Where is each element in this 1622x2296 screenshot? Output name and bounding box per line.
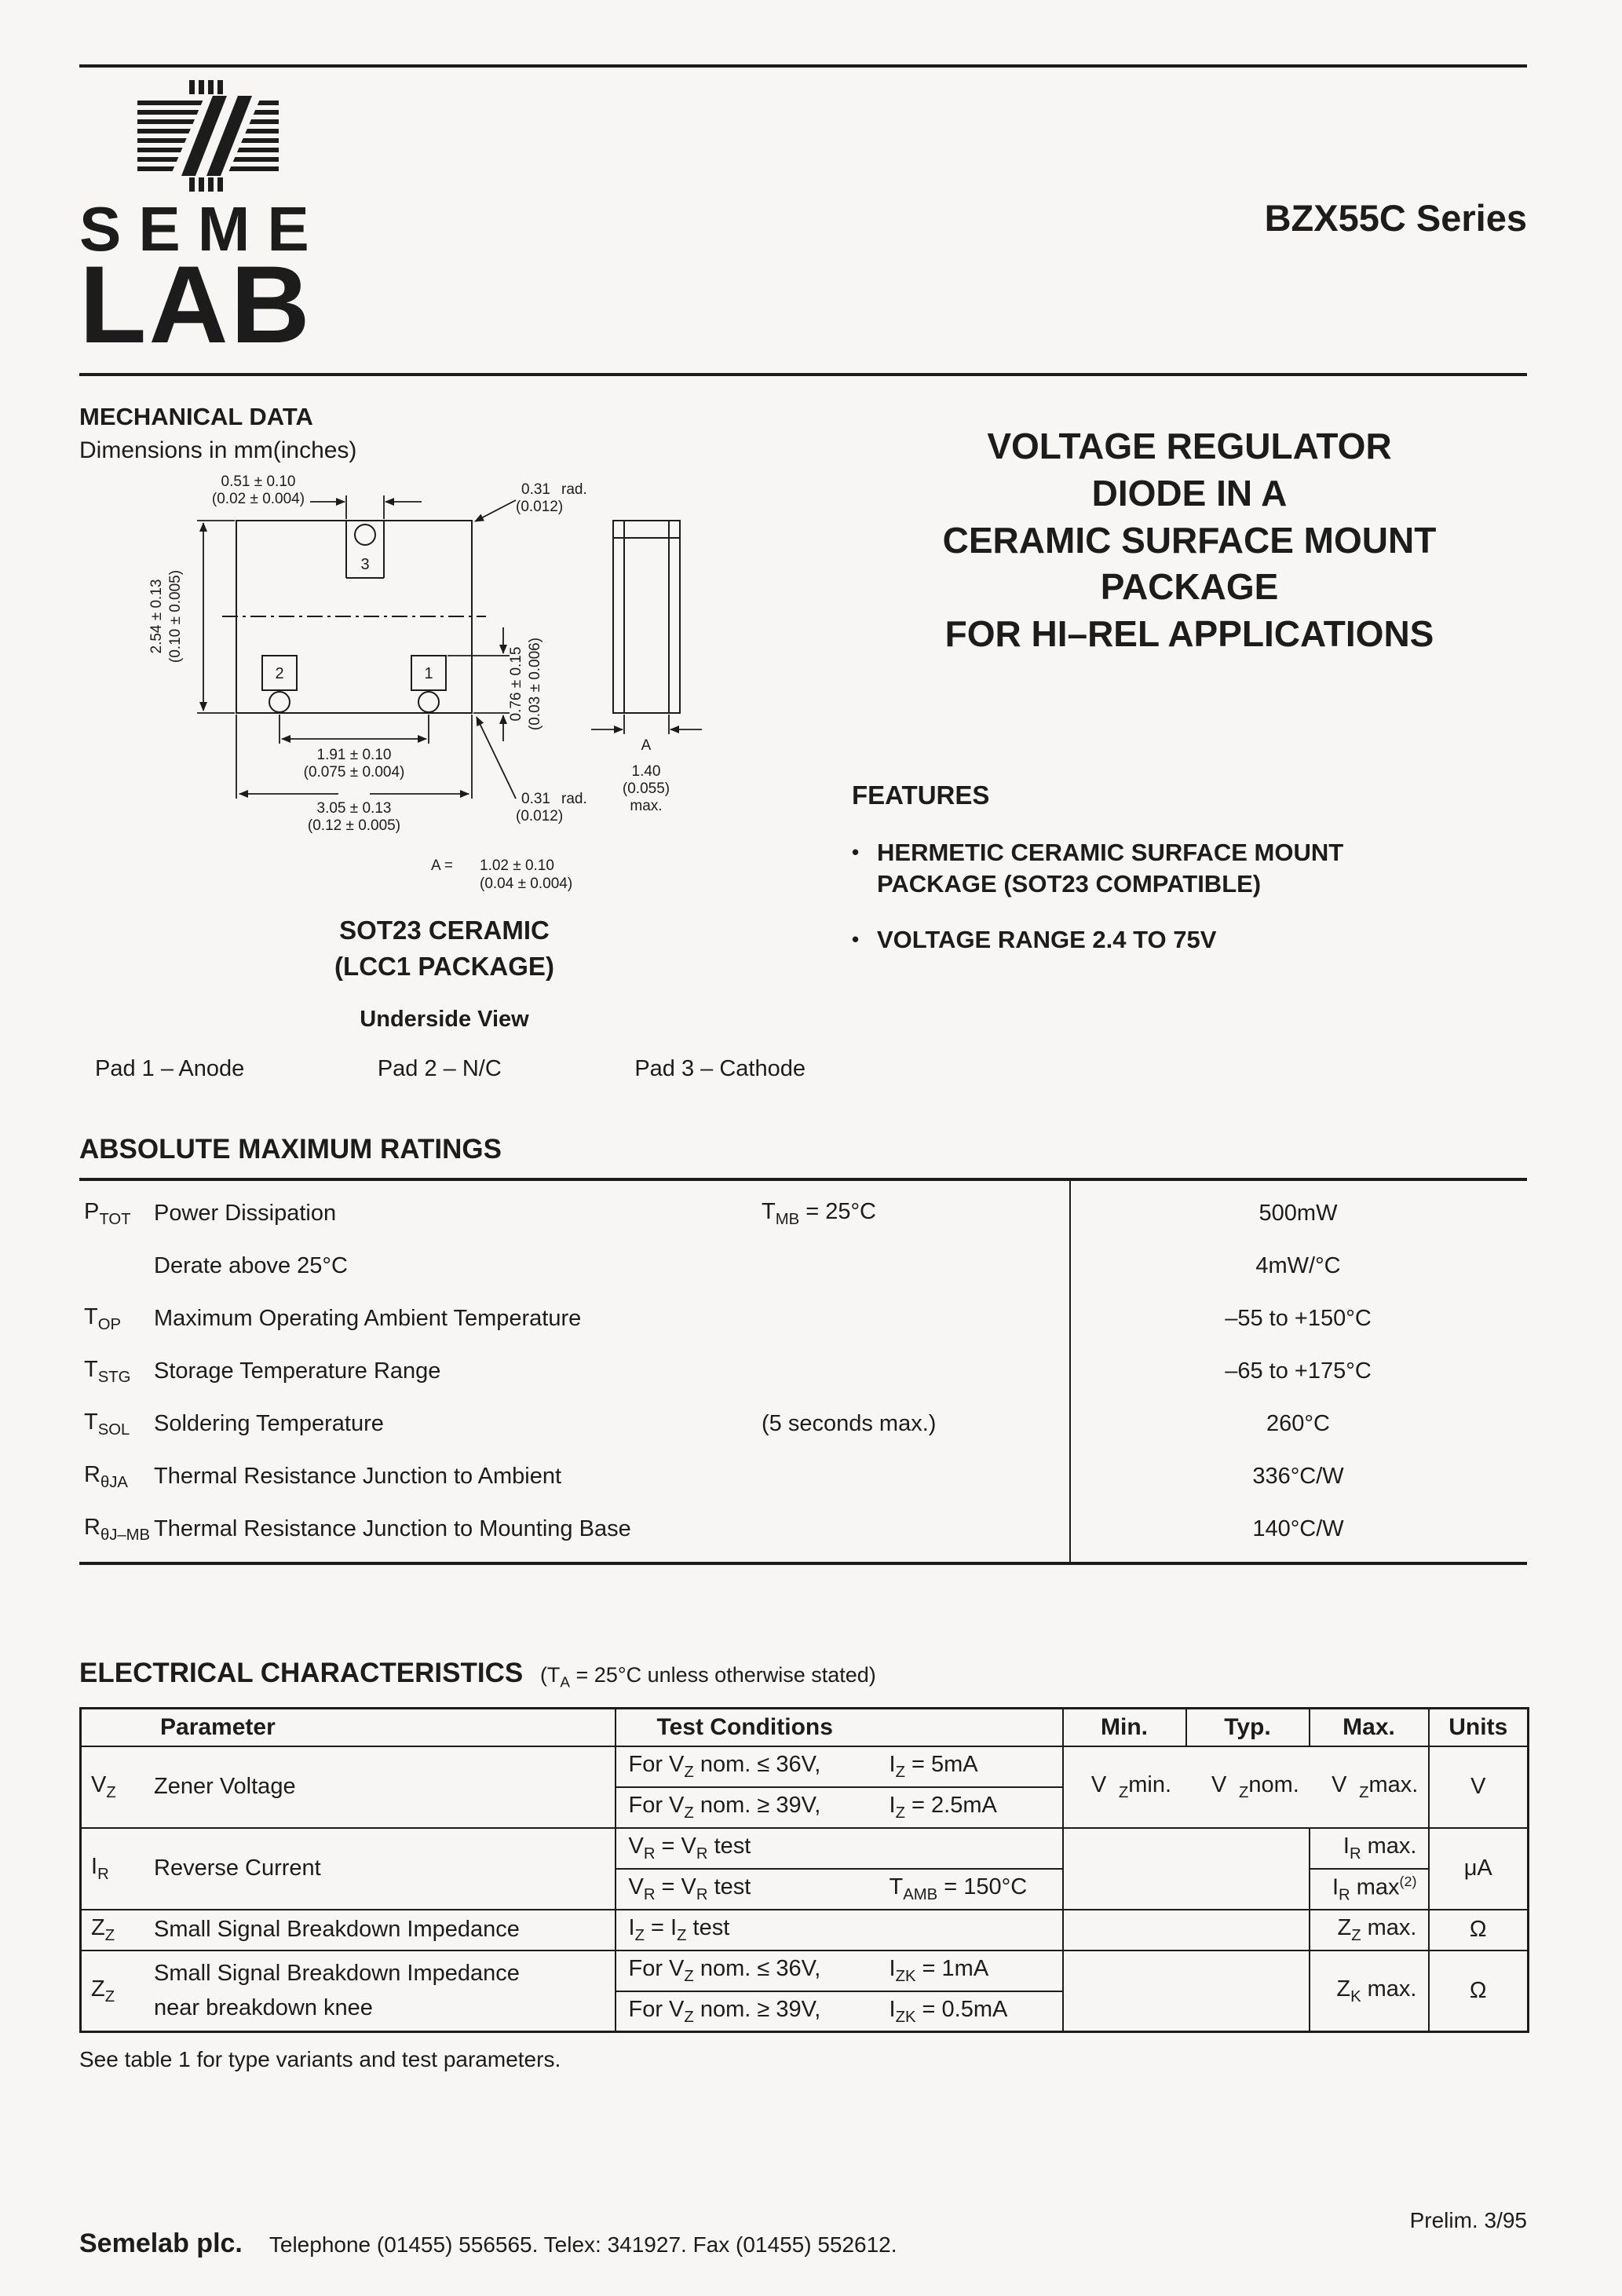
abs-max-symbol: $P_{TOT}$ (84, 1198, 131, 1228)
abs-max-symbol: $R_{\theta JA}$ (84, 1461, 128, 1491)
abs-max-value: 140°C/W (1252, 1516, 1344, 1541)
pad-2-label: Pad 2 – N/C (377, 1056, 502, 1081)
units-cell: Ω (1429, 1951, 1529, 2032)
semelab-logo-icon (137, 80, 279, 193)
bullet-icon: • (852, 927, 860, 952)
table-row (81, 1951, 1529, 1991)
abs-max-description: Soldering Temperature (154, 1411, 384, 1436)
max-value-cell: $Z_K$ max. (1310, 1951, 1429, 2032)
dim-top-rad-mm: 0.31 (521, 481, 550, 498)
table-row (79, 1503, 1527, 1556)
upper-section (79, 403, 1527, 1082)
units-cell: μA (1429, 1828, 1529, 1910)
empty-cell (1063, 1828, 1310, 1910)
dim-a-prefix: A = (431, 857, 453, 874)
document-title (852, 423, 1527, 658)
dim-slot-width-mm: 0.51 ± 0.10 (221, 473, 296, 490)
dim-thickness-in: (0.055) (622, 781, 670, 797)
electrical-characteristics-table (79, 1707, 1529, 2033)
column-header-typ: Typ. (1186, 1709, 1310, 1746)
test-condition-cell (616, 1746, 1063, 1787)
abs-max-description: Derate above 25°C (154, 1253, 348, 1278)
abs-max-description: Thermal Resistance Junction to Mounting Base (154, 1516, 631, 1541)
parameter-symbol: $V_Z$ (91, 1771, 116, 1801)
table-row (81, 1746, 1529, 1787)
header-rule (79, 373, 1527, 376)
pad-3-label: Pad 3 – Cathode (634, 1056, 806, 1081)
mechanical-data-column (79, 403, 852, 1082)
masthead (79, 68, 1527, 373)
min-value: V $_Z$min. (1090, 1771, 1172, 1801)
test-condition-cell (616, 1869, 1063, 1910)
table-row (79, 1450, 1527, 1503)
feature-text: VOLTAGE RANGE 2.4 TO 75V (877, 926, 1217, 954)
condition-text: $V_R = V_R$ test (628, 1874, 751, 1903)
abs-max-description: Thermal Resistance Junction to Ambient (154, 1464, 562, 1489)
view-label: Underside View (360, 1007, 529, 1032)
title-line: FOR HI–REL APPLICATIONS (944, 613, 1434, 655)
dim-pad-depth-in: (0.03 ± 0.006) (527, 637, 543, 731)
feature-list (852, 837, 1354, 956)
dim-pad-pitch-mm: 1.91 ± 0.10 (316, 747, 392, 763)
condition-text: For $V_Z$ nom. ≥ 39V, (628, 1792, 821, 1822)
abs-max-value: 500mW (1259, 1201, 1338, 1226)
table-row (79, 1292, 1527, 1345)
table-row (81, 1910, 1529, 1951)
pad-1-label: Pad 1 – Anode (95, 1056, 245, 1081)
column-header-test-conditions: Test Conditions (616, 1709, 1063, 1746)
absolute-maximum-ratings-section (79, 1134, 1527, 1565)
parameter-symbol: $Z_Z$ (91, 1914, 115, 1944)
pad-2-number: 2 (275, 665, 284, 682)
feature-item (852, 837, 1354, 899)
condition-text: $T_{AMB} = 150^\circ C$ (889, 1874, 1028, 1903)
dim-body-width-in: (0.12 ± 0.005) (307, 817, 401, 834)
typ-value: V $_Z$nom. (1211, 1771, 1299, 1801)
electrical-characteristics-section (79, 1658, 1527, 2072)
pad-1-hole (418, 692, 439, 712)
revision-label: Prelim. 3/95 (1409, 2208, 1527, 2232)
elec-heading (79, 1658, 1527, 1691)
side-view (591, 521, 702, 734)
elec-heading-text: ELECTRICAL CHARACTERISTICS (79, 1658, 524, 1688)
pad-1-number: 1 (424, 665, 433, 682)
title-line: VOLTAGE REGULATOR (987, 426, 1392, 466)
dim-a-in: (0.04 ± 0.004) (480, 876, 573, 892)
abs-max-value: 4mW/°C (1255, 1253, 1341, 1278)
condition-text: $I_Z = I_Z$ test (628, 1914, 730, 1944)
dim-body-width-mm: 3.05 ± 0.13 (316, 800, 392, 817)
units-cell: Ω (1429, 1910, 1529, 1951)
logo-text-lab: LAB (79, 243, 312, 366)
dim-top-rad-in: (0.012) (516, 499, 564, 515)
max-value-cell: $I_R$ max. (1310, 1828, 1429, 1869)
pad-3-number: 3 (360, 556, 370, 573)
footer (79, 2228, 897, 2259)
abs-max-symbol: $T_{SOL}$ (84, 1409, 130, 1439)
side-view-outline (613, 521, 680, 713)
condition-text: $I_Z = 2.5mA$ (889, 1792, 997, 1822)
dim-a-mm: 1.02 ± 0.10 (480, 857, 554, 874)
dim-bottom-rad-in: (0.012) (516, 808, 564, 824)
parameter-name (154, 1957, 520, 2025)
dim-top-rad-suffix: rad. (561, 481, 587, 498)
empty-cell (1063, 1951, 1310, 2032)
abs-max-value: –55 to +150°C (1225, 1306, 1372, 1331)
test-condition-cell (616, 1787, 1063, 1828)
table-row (81, 1828, 1529, 1869)
abs-max-value: –65 to +175°C (1225, 1358, 1372, 1384)
units-cell: V (1429, 1746, 1529, 1828)
parameter-name-line: near breakdown knee (154, 1994, 373, 2020)
underside-view (222, 521, 486, 713)
parameter-name: Zener Voltage (154, 1774, 296, 1800)
table-divider (1069, 1181, 1071, 1562)
abs-max-symbol: $R_{\theta J-MB}$ (84, 1514, 151, 1544)
abs-max-symbol: $T_{OP}$ (84, 1303, 122, 1333)
pad-3-hole (355, 525, 375, 545)
title-line: CERAMIC SURFACE MOUNT (942, 519, 1437, 561)
parameter-cell (81, 1910, 616, 1951)
title-line: PACKAGE (1100, 566, 1279, 608)
elec-heading-condition: ($T_A = 25^\circ C$ unless otherwise stated) (539, 1663, 876, 1691)
abs-max-description: Storage Temperature Range (154, 1358, 441, 1384)
package-name: SOT23 CERAMIC (339, 916, 550, 945)
feature-text: HERMETIC CERAMIC SURFACE MOUNT PACKAGE (SOT23 COMPATIBLE) (877, 838, 1344, 898)
column-header-parameter: Parameter (81, 1709, 616, 1746)
contact-info: Telephone (01455) 556565. Telex: 341927. Fax (01455) 552612. (269, 2232, 897, 2257)
feature-item (852, 924, 1354, 956)
parameter-cell (81, 1746, 616, 1828)
logo-text-seme: SEME (79, 194, 327, 264)
series-title: BZX55C Series (1264, 197, 1527, 239)
dim-pad-pitch-in: (0.075 ± 0.004) (303, 764, 405, 781)
features-section (852, 781, 1527, 956)
condition-text: For $V_Z$ nom. ≤ 36V, (628, 1751, 821, 1781)
parameter-symbol: $I_R$ (91, 1853, 109, 1883)
abs-max-table (79, 1178, 1527, 1565)
dim-thickness-suffix: max. (630, 798, 663, 814)
test-condition-cell (616, 1910, 1063, 1951)
abs-max-value: 260°C (1266, 1411, 1330, 1436)
pad-2-hole (269, 692, 290, 712)
max-value: V $_Z$max. (1332, 1771, 1419, 1801)
abs-max-condition: $T_{MB} = 25^\circ C$ (762, 1198, 876, 1228)
dimension-labels (148, 473, 670, 892)
mechanical-data-heading: MECHANICAL DATA (79, 403, 313, 430)
table-header-row (81, 1709, 1529, 1746)
dim-pad-depth-mm: 0.76 ± 0.15 (508, 646, 524, 722)
parameter-cell (81, 1828, 616, 1910)
dim-a-label: A (641, 737, 652, 754)
mechanical-drawing (79, 473, 809, 893)
dim-bottom-rad-suffix: rad. (561, 791, 587, 807)
package-caption (79, 916, 809, 1033)
abs-max-description: Maximum Operating Ambient Temperature (154, 1306, 582, 1331)
pad-assignment-row (95, 1056, 806, 1082)
column-header-min: Min. (1063, 1709, 1186, 1746)
test-condition-cell (616, 1951, 1063, 1991)
max-value-cell: $I_R$ $\max^{(2)}$ (1310, 1869, 1429, 1910)
test-condition-cell (616, 1828, 1063, 1869)
table-row (79, 1398, 1527, 1450)
company-name: Semelab plc. (79, 2228, 243, 2258)
parameter-name: Reverse Current (154, 1855, 321, 1881)
condition-text: $I_{ZK} = 0.5mA$ (889, 1996, 1008, 2026)
condition-text: $V_R = V_R$ test (628, 1833, 751, 1863)
title-line: DIODE IN A (1091, 472, 1288, 514)
abs-max-description: Power Dissipation (154, 1201, 337, 1226)
column-header-max: Max. (1310, 1709, 1429, 1746)
dimensions-note: Dimensions in mm(inches) (79, 437, 357, 463)
condition-text: $I_{ZK} = 1mA$ (889, 1955, 989, 1985)
abs-max-condition: (5 seconds max.) (762, 1411, 937, 1436)
test-condition-cell (616, 1991, 1063, 2032)
semelab-logo (79, 80, 327, 366)
features-heading: FEATURES (852, 780, 990, 810)
table-row (79, 1187, 1527, 1240)
dim-thickness-mm: 1.40 (631, 763, 661, 780)
table-row (79, 1240, 1527, 1292)
min-typ-max-cell (1063, 1746, 1429, 1828)
max-value-cell: $Z_Z$ max. (1310, 1910, 1429, 1951)
parameter-name: Small Signal Breakdown Impedance (154, 1917, 520, 1943)
empty-cell (1063, 1910, 1310, 1951)
dim-body-height-mm: 2.54 ± 0.13 (148, 579, 165, 654)
parameter-cell (81, 1951, 616, 2032)
parameter-name-line: Small Signal Breakdown Impedance (154, 1961, 520, 1987)
title-features-column (852, 403, 1527, 1082)
abs-max-value: 336°C/W (1252, 1464, 1344, 1489)
dim-body-height-in: (0.10 ± 0.005) (167, 569, 184, 664)
bullet-icon: • (852, 839, 860, 864)
abs-max-symbol: $T_{STG}$ (84, 1356, 131, 1386)
condition-text: For $V_Z$ nom. ≤ 36V, (628, 1955, 821, 1985)
abs-max-heading: ABSOLUTE MAXIMUM RATINGS (79, 1134, 502, 1164)
package-variant: (LCC1 PACKAGE) (334, 952, 554, 981)
condition-text: $I_Z = 5mA$ (889, 1751, 978, 1781)
condition-text: For $V_Z$ nom. ≥ 39V, (628, 1996, 821, 2026)
parameter-symbol: $Z_Z$ (91, 1976, 115, 2005)
dim-bottom-rad-mm: 0.31 (521, 791, 550, 807)
table-row (79, 1345, 1527, 1398)
column-header-units: Units (1429, 1709, 1529, 1746)
dim-slot-width-in: (0.02 ± 0.004) (211, 491, 305, 507)
table-footnote: See table 1 for type variants and test parameters. (79, 2047, 561, 2072)
